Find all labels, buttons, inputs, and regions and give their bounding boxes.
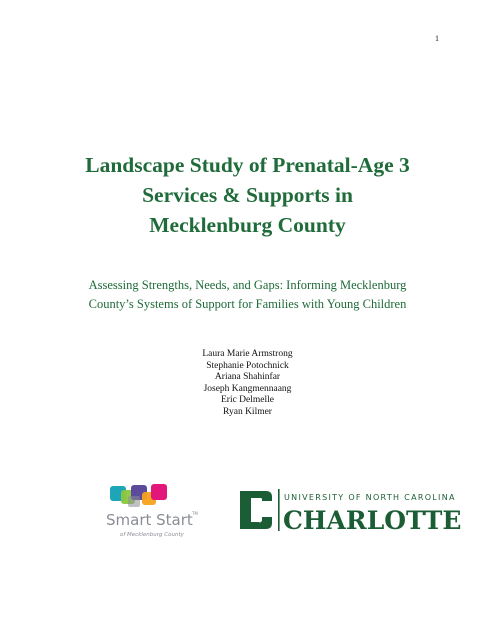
- uncc-wordmark: CHARLOTTE: [283, 506, 462, 535]
- author-name: Laura Marie Armstrong: [202, 349, 293, 359]
- title-line-1: Landscape Study of Prenatal-Age 3: [85, 153, 410, 177]
- document-title: [0, 150, 495, 240]
- author-name: Ariana Shahinfar: [214, 372, 281, 383]
- title-line-3: Mecklenburg County: [149, 213, 346, 237]
- author-name: Eric Delmelle: [220, 395, 274, 406]
- smart-start-wordmark: Smart Start: [106, 511, 193, 529]
- subtitle-line-2: County’s Systems of Support for Families with Young Children: [88, 297, 407, 311]
- smart-start-logo: [104, 480, 204, 542]
- subtitle-line-1: Assessing Strengths, Needs, and Gaps: Informing Mecklenburg: [88, 278, 407, 292]
- smart-start-tagline: of Mecklenburg County: [120, 532, 184, 538]
- page-number: 1: [435, 34, 439, 43]
- author-name: Ryan Kilmer: [223, 406, 272, 417]
- uncc-logo: [236, 487, 462, 535]
- trademark-mark: TM: [192, 511, 198, 516]
- author-name: Joseph Kangmennaang: [203, 383, 292, 394]
- uncc-top-line: UNIVERSITY OF NORTH CAROLINA: [284, 493, 456, 502]
- document-subtitle: [0, 276, 495, 314]
- author-list: [0, 349, 495, 419]
- title-line-2: Services & Supports in: [142, 183, 353, 207]
- author-name: Stephanie Potochnick: [206, 360, 289, 371]
